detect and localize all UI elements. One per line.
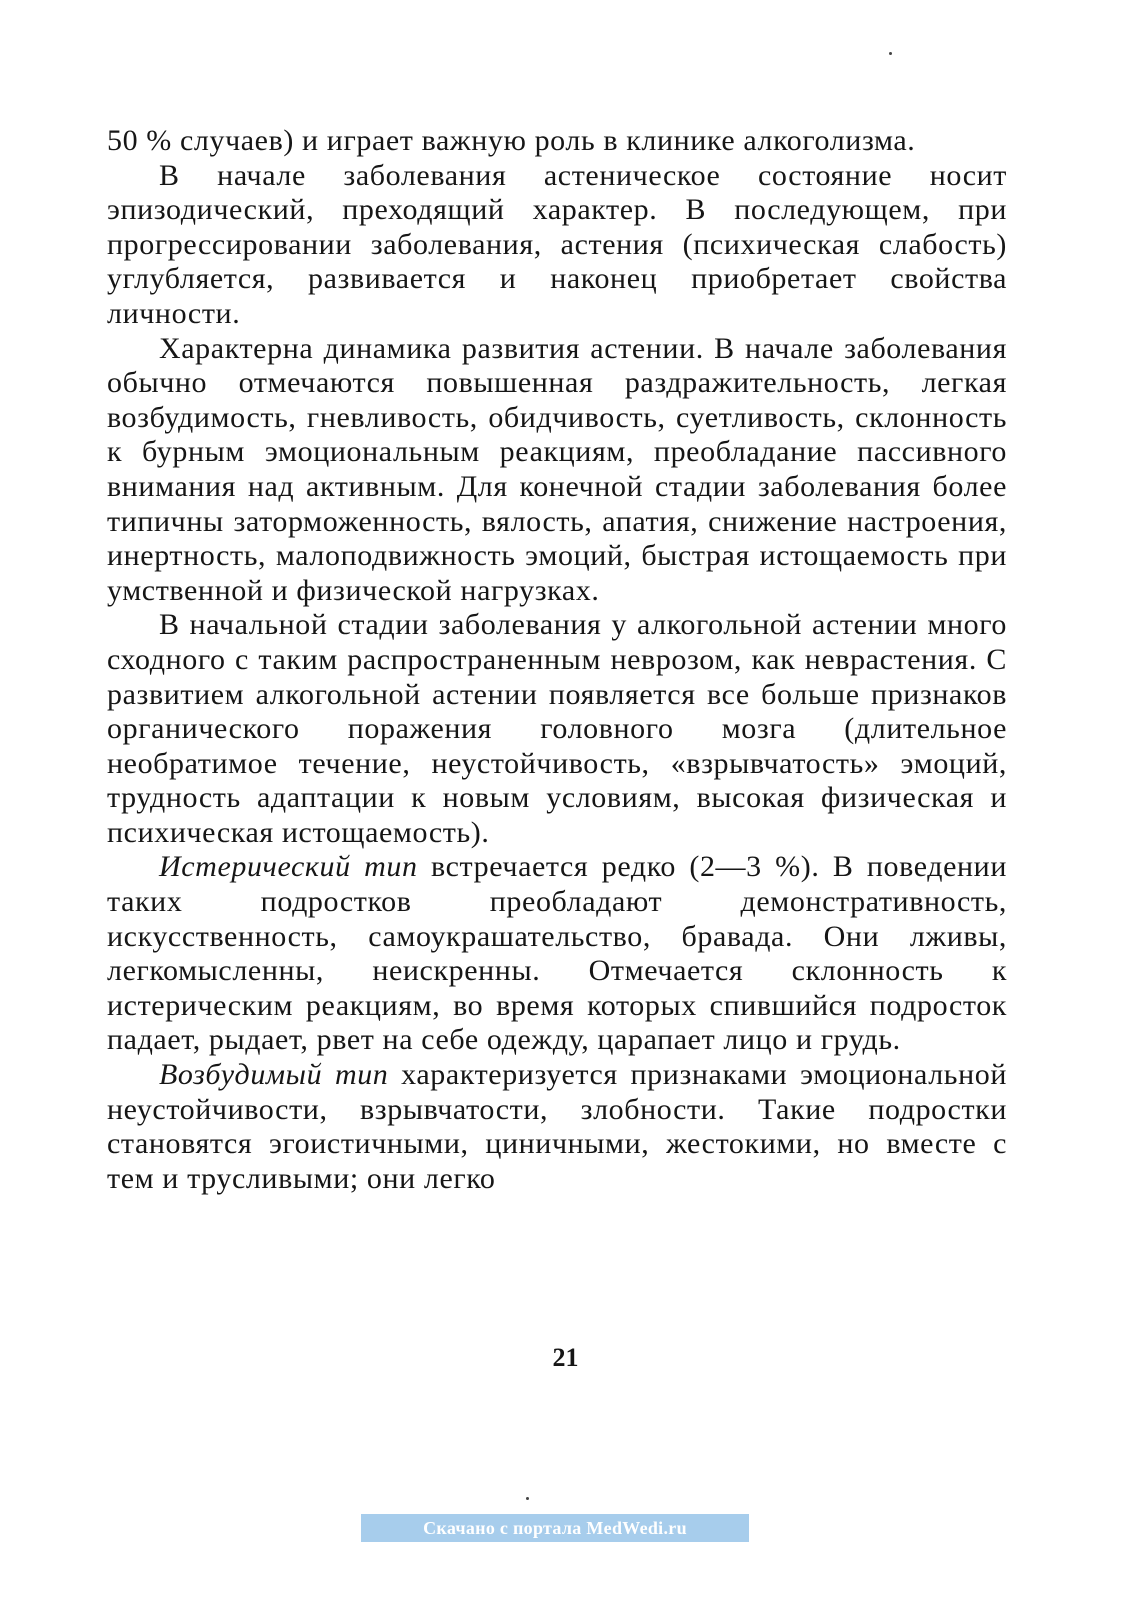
download-watermark: Скачано с портала MedWedi.ru [361, 1514, 749, 1542]
paragraph [107, 1058, 1007, 1196]
paragraph [107, 332, 1007, 609]
scan-speck [889, 52, 892, 55]
section-term-excitable: Возбудимый тип [159, 1058, 389, 1092]
scan-speck [526, 1497, 529, 1500]
paragraph-text: Характерна динамика развития астении. В начале заболевания обычно отмечаются повышенная раздражительность, легкая возбудимость, гневливость, обидчивость, суетливость, склонность к бурным эмоциональным реакциям, преобладание пассивного внимания над активным. Для конечной стадии заболевания более типичны заторможенность, вялость, апатия, снижение настроения, инертность, малоподвижность эмоций, быстрая истощаемость при умственной и физической нагрузках. [107, 331, 1007, 607]
paragraph [107, 124, 1007, 159]
paragraph [107, 159, 1007, 332]
page-number: 21 [552, 1343, 579, 1372]
paragraph [107, 850, 1007, 1058]
paragraph-text: В начале заболевания астеническое состояние носит эпизодический, преходящий характер. В последующем, при прогрессировании заболевания, астения (психическая слабость) углубляется, развивается и наконец приобретает свойства личности. [107, 158, 1007, 330]
paragraph-text: В начальной стадии заболевания у алкогольной астении много сходного с таким распространенным неврозом, как неврастения. С развитием алкогольной астении появляется все больше признаков органического поражения головного мозга (длительное необратимое течение, неустойчивость, «взрывчатость» эмоций, трудность адаптации к новым условиям, высокая физическая и психическая истощаемость). [107, 608, 1007, 849]
paragraph [107, 608, 1007, 850]
section-term-hysterical: Истерический тип [159, 850, 418, 884]
paragraph-text: характеризуется признаками эмоциональной неустойчивости, взрывчатости, злобности. Такие подростки становятся эгоистичными, циничными, жестокими, но вместе с тем и трусливыми; они легко [107, 1058, 1007, 1195]
paragraph-text: 50 % случаев) и играет важную роль в клинике алкоголизма. [107, 124, 916, 157]
paragraph-text: встречается редко (2—3 %). В поведении таких подростков преобладают демонстративность, искусственность, самоукрашательство, бравада. Они лживы, легкомысленны, неискренны. Отмечается склонность к истерическим реакциям, во время которых спившийся подросток падает, рыдает, рвет на себе одежду, царапает лицо и грудь. [107, 850, 1007, 1057]
body-text [107, 124, 1007, 1196]
